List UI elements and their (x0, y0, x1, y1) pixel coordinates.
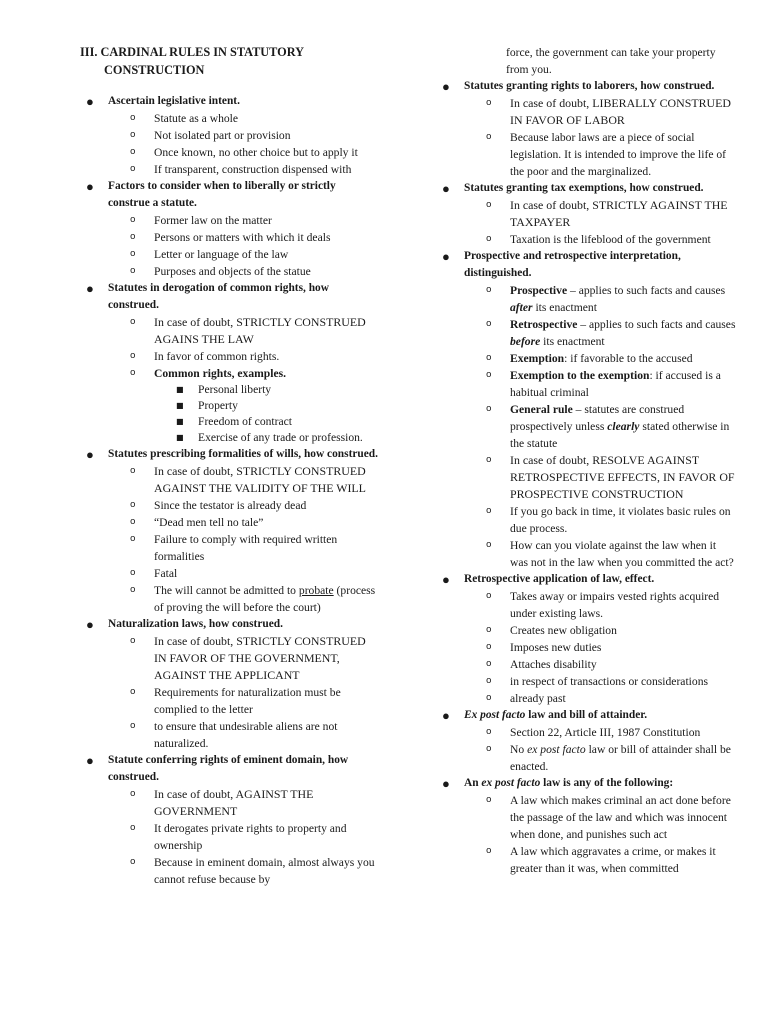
list-item: o Fatal (130, 567, 178, 580)
circle-bullet-icon: o (486, 744, 492, 754)
left-column (80, 44, 380, 888)
section-heading: ● Retrospective application of law, effect. (442, 572, 655, 587)
circle-bullet-icon: o (130, 249, 136, 259)
list-item: o General rule – statutes are construed prospectively unless clearly stated otherwise in the statute (486, 403, 730, 450)
circle-bullet-icon: o (130, 687, 136, 697)
list-item: o In favor of common rights. (130, 350, 280, 363)
right-column (436, 44, 736, 877)
bullet-icon: ● (442, 79, 450, 94)
section-heading: ● Statutes granting tax exemptions, how construed. (442, 181, 704, 196)
section-heading: ● Factors to consider when to liberally or strictly construe a statute. (86, 179, 336, 209)
list-item: o Exemption: if favorable to the accused (486, 352, 693, 365)
list-item: o In case of doubt, STRICTLY CONSTRUED IN FAVOR OF THE GOVERNMENT, AGAINST THE APPLICANT (130, 634, 366, 682)
circle-bullet-icon: o (486, 693, 492, 703)
list-item: o If you go back in time, it violates basic rules on due process. (486, 505, 731, 535)
circle-bullet-icon: o (486, 506, 492, 516)
bullet-icon: ● (442, 181, 450, 196)
list-item: o If transparent, construction dispensed with (130, 163, 352, 176)
list-item: o In case of doubt, STRICTLY AGAINST THE TAXPAYER (486, 198, 728, 229)
list-item: o Imposes new duties (486, 641, 602, 654)
circle-bullet-icon: o (130, 636, 136, 646)
circle-bullet-icon: o (130, 215, 136, 225)
circle-bullet-icon: o (486, 591, 492, 601)
circle-bullet-icon: o (130, 113, 136, 123)
circle-bullet-icon: o (486, 540, 492, 550)
sub-list-item: ■ Exercise of any trade or profession. (176, 431, 363, 444)
list-item: o Retrospective – applies to such facts and causes before its enactment (486, 318, 736, 348)
circle-bullet-icon: o (130, 500, 136, 510)
section-heading: ● Statute conferring rights of eminent domain, how construed. (86, 753, 349, 783)
list-item: o In case of doubt, STRICTLY CONSTRUED AGAINST THE VALIDITY OF THE WILL (130, 464, 366, 495)
section-heading: ● Statutes prescribing formalities of wills, how construed. (86, 447, 378, 462)
list-item: o Takes away or impairs vested rights acquired under existing laws. (486, 590, 720, 620)
page-title (80, 44, 380, 79)
list-item: o to ensure that undesirable aliens are not naturalized. (130, 720, 338, 750)
list-item: o Requirements for naturalization must be complied to the letter (130, 686, 341, 716)
list-item: o Taxation is the lifeblood of the government (486, 233, 711, 246)
bullet-icon: ● (442, 249, 450, 264)
bullet-icon: ● (86, 617, 94, 632)
list-item: o Prospective – applies to such facts and causes after its enactment (486, 284, 726, 314)
list-item: o Common rights, examples. (130, 367, 287, 380)
title-line-2: CONSTRUCTION (104, 62, 205, 77)
list-item: o Because labor laws are a piece of social legislation. It is intended to improve the life of the poor and the marginalized. (486, 131, 727, 178)
list-item: o Exemption to the exemption: if accused is a habitual criminal (486, 369, 721, 399)
bullet-icon: ● (442, 708, 450, 723)
bullet-icon: ● (86, 753, 94, 768)
circle-bullet-icon: o (130, 568, 136, 578)
list-item: o Purposes and objects of the statue (130, 265, 311, 278)
circle-bullet-icon: o (130, 466, 136, 476)
list-item: o Former law on the matter (130, 214, 272, 227)
circle-bullet-icon: o (130, 317, 136, 327)
list-item: o No ex post facto law or bill of attainder shall be enacted. (486, 743, 731, 773)
bullet-icon: ● (86, 94, 94, 109)
bullet-icon: ● (86, 281, 94, 296)
circle-bullet-icon: o (486, 285, 492, 295)
list-item: o Creates new obligation (486, 624, 617, 637)
circle-bullet-icon: o (130, 266, 136, 276)
circle-bullet-icon: o (486, 200, 492, 210)
circle-bullet-icon: o (130, 147, 136, 157)
circle-bullet-icon: o (130, 164, 136, 174)
circle-bullet-icon: o (486, 98, 492, 108)
circle-bullet-icon: o (486, 642, 492, 652)
circle-bullet-icon: o (130, 789, 136, 799)
list-item: o in respect of transactions or considerations (486, 675, 708, 688)
circle-bullet-icon: o (486, 319, 492, 329)
list-item: o How can you violate against the law when it was not in the law when you committed the act? (486, 539, 734, 569)
list-item: o Statute as a whole (130, 112, 239, 125)
list-item: o Because in eminent domain, almost always you cannot refuse because by (130, 856, 375, 886)
list-item: o Letter or language of the law (130, 248, 289, 261)
list-item: o Since the testator is already dead (130, 499, 307, 512)
list-item: o The will cannot be admitted to probate (process of proving the will before the court) (130, 584, 376, 614)
circle-bullet-icon: o (486, 795, 492, 805)
section-heading: ● Naturalization laws, how construed. (86, 617, 283, 632)
circle-bullet-icon: o (130, 857, 136, 867)
section-heading: ● Ascertain legislative intent. (86, 94, 240, 109)
list-item: o Persons or matters with which it deals (130, 231, 331, 244)
circle-bullet-icon: o (486, 455, 492, 465)
section-heading: ● Statutes in derogation of common rights, how construed. (86, 281, 329, 311)
section-heading: ● Statutes granting rights to laborers, how construed. (442, 79, 715, 94)
probate-term: probate (298, 584, 334, 597)
list-item: o In case of doubt, STRICTLY CONSTRUED AGAINS THE LAW (130, 315, 366, 346)
circle-bullet-icon: o (486, 404, 492, 414)
continued-text: force, the government can take your property from you. (506, 46, 716, 76)
section-heading: ● Prospective and retrospective interpretation, distinguished. (442, 249, 681, 279)
circle-bullet-icon: o (486, 676, 492, 686)
circle-bullet-icon: o (130, 517, 136, 527)
bullet-icon: ● (86, 447, 94, 462)
section-heading: ● An ex post facto law is any of the following: (442, 776, 674, 791)
circle-bullet-icon: o (486, 625, 492, 635)
circle-bullet-icon: o (486, 370, 492, 380)
circle-bullet-icon: o (486, 846, 492, 856)
list-item: o A law which makes criminal an act done before the passage of the law and which was innocent when done, and punishes such act (486, 794, 731, 841)
square-bullet-icon: ■ (176, 385, 184, 394)
list-item: o In case of doubt, LIBERALLY CONSTRUED IN FAVOR OF LABOR (486, 96, 731, 127)
circle-bullet-icon: o (130, 721, 136, 731)
circle-bullet-icon: o (486, 353, 492, 363)
square-bullet-icon: ■ (176, 433, 184, 442)
list-item: o Failure to comply with required written formalities (130, 533, 338, 563)
bullet-icon: ● (442, 572, 450, 587)
section-heading: ● Ex post facto law and bill of attainder. (442, 708, 648, 723)
list-item: o already past (486, 692, 566, 705)
sub-list-item: ■ Freedom of contract (176, 415, 293, 428)
circle-bullet-icon: o (130, 585, 136, 595)
list-item: o A law which aggravates a crime, or makes it greater than it was, when committed (486, 845, 716, 875)
list-item: o Section 22, Article III, 1987 Constitution (486, 726, 701, 739)
list-item: o Once known, no other choice but to apply it (130, 146, 358, 159)
square-bullet-icon: ■ (176, 401, 184, 410)
circle-bullet-icon: o (130, 368, 136, 378)
list-item: o It derogates private rights to property and ownership (130, 822, 347, 852)
list-item: o Not isolated part or provision (130, 129, 291, 142)
title-line-1: III. CARDINAL RULES IN STATUTORY (80, 45, 305, 59)
circle-bullet-icon: o (130, 130, 136, 140)
circle-bullet-icon: o (486, 659, 492, 669)
list-item: o In case of doubt, RESOLVE AGAINST RETROSPECTIVE EFFECTS, IN FAVOR OF PROSPECTIVE CONSTRUCTION (486, 453, 735, 501)
square-bullet-icon: ■ (176, 417, 184, 426)
bullet-icon: ● (86, 179, 94, 194)
circle-bullet-icon: o (486, 132, 492, 142)
sub-list-item: ■ Property (176, 399, 238, 412)
list-item: o Attaches disability (486, 658, 597, 671)
sub-list-item: ■ Personal liberty (176, 383, 272, 396)
circle-bullet-icon: o (130, 232, 136, 242)
list-item: o “Dead men tell no tale” (130, 516, 264, 529)
bullet-icon: ● (442, 776, 450, 791)
circle-bullet-icon: o (130, 534, 136, 544)
circle-bullet-icon: o (130, 351, 136, 361)
circle-bullet-icon: o (486, 727, 492, 737)
circle-bullet-icon: o (130, 823, 136, 833)
circle-bullet-icon: o (486, 234, 492, 244)
list-item: o In case of doubt, AGAINST THE GOVERNMENT (130, 787, 314, 818)
